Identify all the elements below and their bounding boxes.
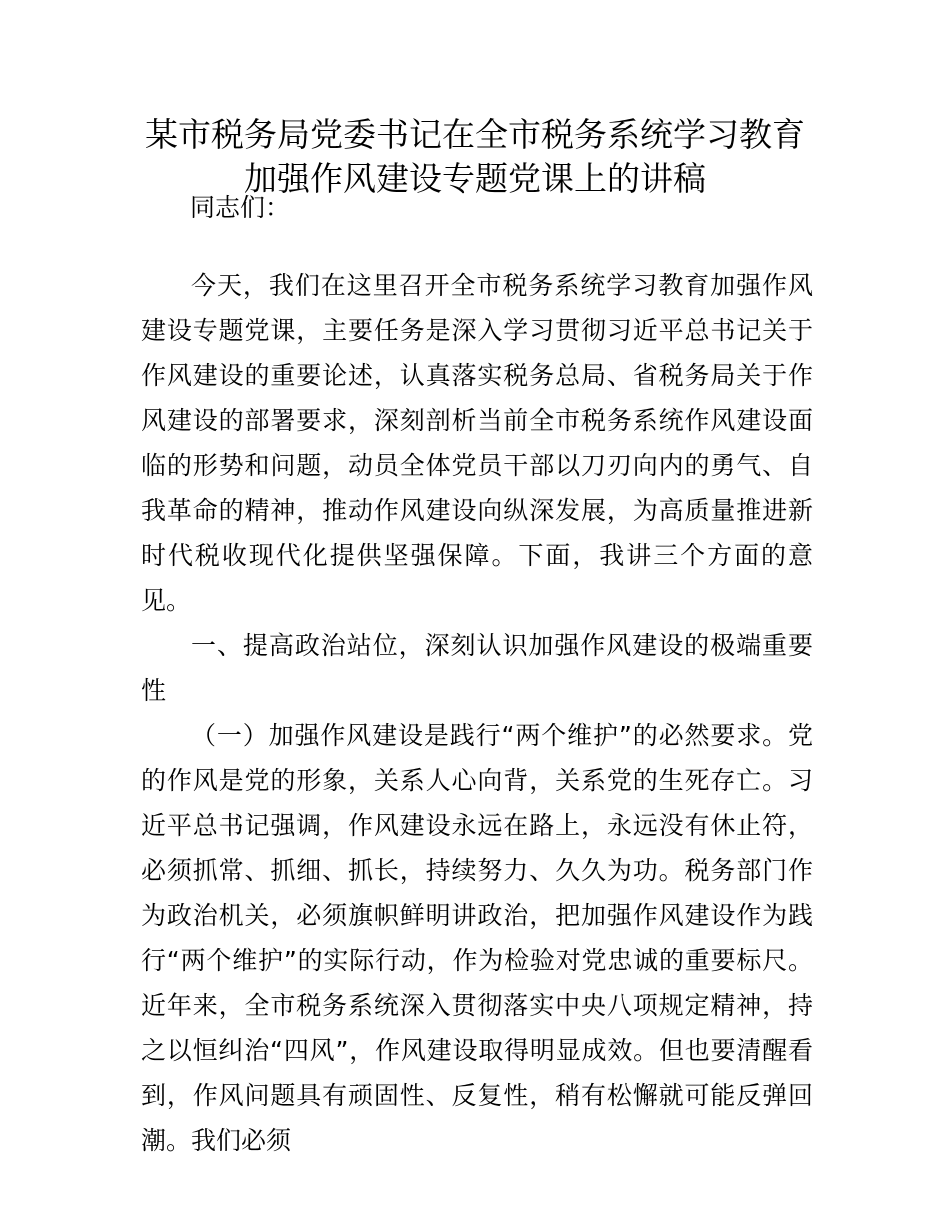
document-title-line-2: 加强作风建设专题党课上的讲稿 <box>244 159 706 198</box>
paragraph-subsection-1: （一）加强作风建设是践行“两个维护”的必然要求。党的作风是党的形象，关系人心向背，关系党的生死存亡。习近平总书记强调，作风建设永远在路上，永远没有休止符，必须抓常、抓细、抓长，持续努力、久久为功。税务部门作为政治机关，必须旗帜鲜明讲政治，把加强作风建设作为践行“两个维护”的实际行动，作为检验对党忠诚的重要标尺。近年来，全市税务系统深入贯彻落实中央八项规定精神，持之以恒纠治“四风”，作风建设取得明显成效。但也要清醒看到，作风问题具有顽固性、反复性，稍有松懈就可能反弹回潮。我们必须 <box>141 721 813 1155</box>
paragraph-intro: 今天，我们在这里召开全市税务系统学习教育加强作风建设专题党课，主要任务是深入学习贯彻习近平总书记关于作风建设的重要论述，认真落实税务总局、省税务局关于作风建设的部署要求，深刻剖析当前全市税务系统作风建设面临的形势和问题，动员全体党员干部以刀刃向内的勇气、自我革命的精神，推动作风建设向纵深发展，为高质量推进新时代税收现代化提供坚强保障。下面，我讲三个方面的意见。 <box>141 271 813 615</box>
greeting: 同志们： <box>190 193 291 222</box>
document-body <box>141 263 813 1163</box>
section-heading-1: 一、提高政治站位，深刻认识加强作风建设的极端重要性 <box>141 631 813 705</box>
document-title-line-1: 某市税务局党委书记在全市税务系统学习教育 <box>145 115 805 154</box>
